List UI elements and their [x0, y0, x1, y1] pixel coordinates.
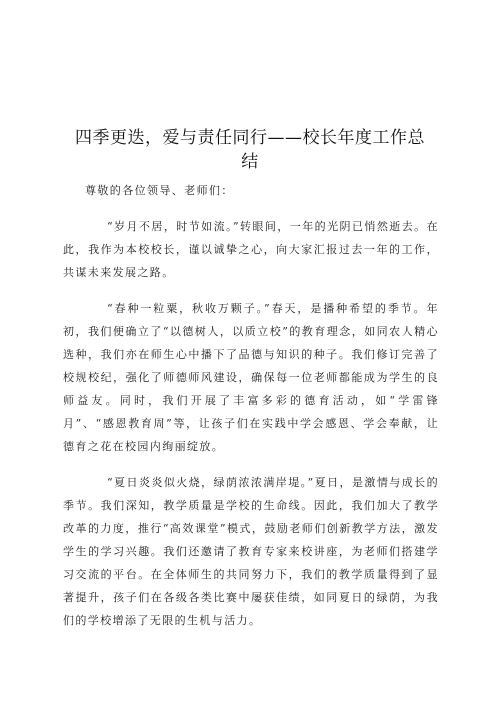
paragraph-1: “岁月不居，时节如流。”转眼间，一年的光阴已悄然逝去。在此，我作为本校校长，谨以诚挚之心，向大家汇报过去一年的工作，共谋未来发展之路。 — [63, 220, 439, 279]
paragraph-3: “夏日炎炎似火烧，绿荫浓浓满岸堤。”夏日，是激情与成长的季节。我们深知，教学质量是学校的生命线。因此，我们加大了教学改革的力度，推行“高效课堂”模式，鼓励老师们创新教学方法，激发学生的学习兴趣。我们还邀请了教育专家来校讲座，为老师们搭建学习交流的平台。在全体师生的共同努力下，我们的教学质量得到了显著提升，孩子们在各级各类比赛中屡获佳绩，如同夏日的绿荫，为我们的学校增添了无限的生机与活力。 — [63, 476, 439, 627]
document-title — [60, 126, 440, 174]
paragraph-2: “春种一粒粟，秋收万颗子。”春天，是播种希望的季节。年初，我们便确立了“以德树人，以质立校”的教育理念，如同农人精心选种，我们亦在师生心中播下了品德与知识的种子。我们修订完善了校规校纪，强化了师德师风建设，确保每一位老师都能成为学生的良师益友。同时，我们开展了丰富多彩的德育活动，如“学雷锋月”、“感恩教育周”等，让孩子们在实践中学会感恩、学会奉献，让德育之花在校园内绚丽绽放。 — [63, 302, 439, 453]
document-body — [63, 179, 439, 632]
title-line-2: 结 — [241, 152, 259, 172]
greeting: 尊敬的各位领导、老师们： — [85, 184, 234, 197]
title-line-1: 四季更迭，爱与责任同行——校长年度工作总 — [75, 128, 425, 148]
